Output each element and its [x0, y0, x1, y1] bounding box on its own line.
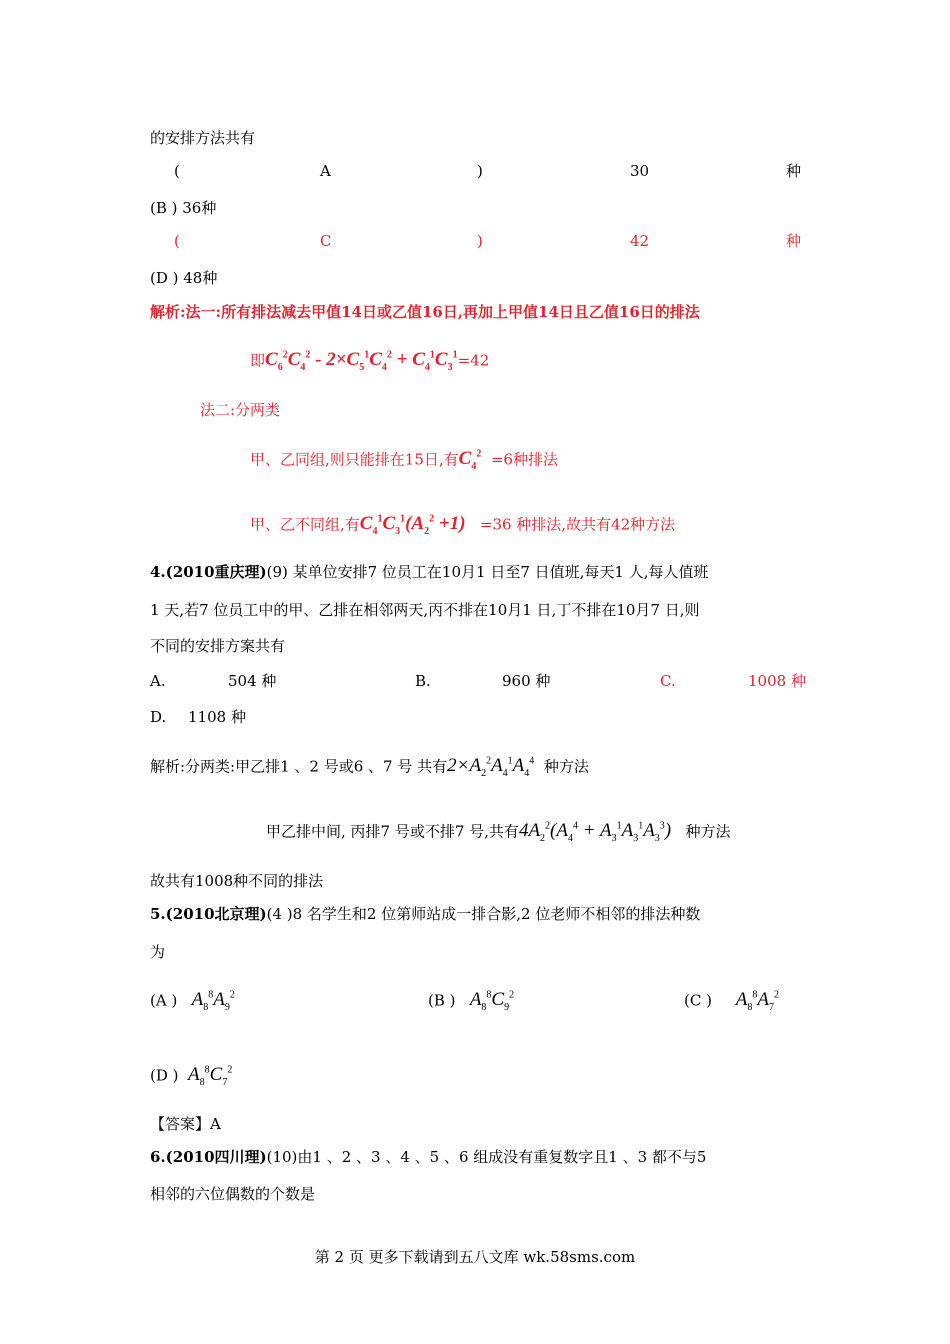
q3-option-b: (B ) 36种	[150, 199, 217, 217]
q6-title: 6.(2010四川理)	[150, 1148, 267, 1166]
q5-option-b-label: (B )	[428, 991, 456, 1010]
q3-option-a-letter: A	[320, 162, 331, 180]
q4-option-c-value: 1008 种	[748, 672, 806, 690]
q3-case-1-prefix: 甲、乙同组,则只能排在15日,有	[250, 450, 459, 469]
q5-option-c-label: (C )	[684, 991, 712, 1010]
q5-line-2: 为	[150, 943, 166, 961]
q4-option-b-value: 960 种	[502, 672, 551, 690]
q4-solution-line-1	[150, 752, 589, 784]
q5-option-b	[428, 986, 514, 1018]
q3-case-1	[250, 445, 558, 477]
q5-option-a-label: (A )	[150, 991, 178, 1010]
q4-option-c-label: C.	[660, 672, 676, 690]
q3-option-a-close: )	[477, 162, 483, 180]
q4-option-a-value: 504 种	[228, 672, 277, 690]
q4-line-1	[150, 562, 709, 582]
q4-option-d-label: D.	[150, 708, 167, 726]
q3-option-d: (D ) 48种	[150, 269, 218, 287]
q3-option-c-letter: C	[320, 232, 332, 250]
q5-line-1	[150, 904, 700, 924]
q3-formula-1-prefix: 即	[250, 351, 266, 370]
q4-solution-line-2-math: $4A_2^2(A_4^4 + A_3^1A_3^1A_3^3)$	[518, 820, 672, 845]
q5-answer: 【答案】A	[150, 1115, 221, 1133]
q4-solution-line-1-suffix: 种方法	[543, 757, 589, 776]
q3-case-2	[250, 510, 675, 542]
q4-conclusion: 故共有1008种不同的排法	[150, 872, 324, 890]
q5-option-d-math: $A_8^8C_7^2$	[188, 1064, 233, 1089]
q6-line-2: 相邻的六位偶数的个数是	[150, 1185, 316, 1203]
q5-line-1-text: (4 )8 名学生和2 位第师站成一排合影,2 位老师不相邻的排法种数	[266, 905, 701, 923]
q4-solution-line-2-prefix: 甲乙排中间, 丙排7 号或不排7 号,共有	[266, 822, 519, 841]
page-footer: 第 2 页 更多下载请到五八文库 wk.58sms.com	[314, 1248, 636, 1266]
q5-option-a-math: $A_8^8A_9^2$	[191, 989, 235, 1014]
q6-line-1-text: (10)由1 、2 、3 、4 、5 、6 组成没有重复数字且1 、3 都不与5	[266, 1148, 707, 1166]
q3-formula-1	[250, 346, 489, 378]
q3-case-2-suffix: =36 种排法,故共有42种方法	[479, 515, 676, 534]
q3-formula-1-result: =42	[457, 351, 490, 370]
q3-case-2-math: $C_4^1C_3^1(A_2^2 +1)$	[359, 513, 466, 538]
q3-method-2-title: 法二:分两类	[200, 401, 281, 419]
q4-solution-line-1-prefix: 解析:分两类:甲乙排1 、2 号或6 、7 号 共有	[150, 757, 448, 776]
q4-option-d-value: 1108 种	[188, 708, 246, 726]
q3-option-c-open: (	[174, 232, 180, 250]
q4-title: 4.(2010重庆理)	[150, 563, 267, 581]
q4-option-a-label: A.	[150, 672, 166, 690]
q5-option-c	[684, 986, 779, 1018]
q5-title: 5.(2010北京理)	[150, 905, 267, 923]
q3-formula-1-math: $C_6^2C_4^2 - 2\times C_5^1C_4^2 + C_4^1C_3^1$	[265, 349, 458, 374]
q3-case-1-math: $C_4^2$	[458, 448, 482, 473]
q4-solution-line-1-math: $2\times A_2^2A_4^1A_4^4$	[447, 755, 535, 780]
q5-option-d-label: (D )	[150, 1066, 179, 1085]
q4-solution-line-2	[266, 817, 730, 849]
q4-solution-line-2-suffix: 种方法	[685, 822, 731, 841]
q3-solution-title: 解析:法一:所有排法减去甲值14日或乙值16日,再加上甲值14日且乙值16日的排法	[150, 303, 700, 321]
q3-stem-end: 的安排方法共有	[150, 129, 256, 147]
q3-option-c-close: )	[477, 232, 483, 250]
q3-case-1-suffix: =6种排法	[490, 450, 558, 469]
q6-line-1	[150, 1147, 706, 1167]
q4-line-3: 不同的安排方案共有	[150, 637, 286, 655]
q4-line-1-text: (9) 某单位安排7 位员工在10月1 日至7 日值班,每天1 人,每人值班	[266, 563, 709, 581]
q3-option-c-unit: 种	[786, 232, 802, 250]
q5-option-d	[150, 1061, 232, 1093]
q5-option-c-math: $A_8^8A_7^2$	[735, 989, 780, 1014]
q5-option-b-math: $A_8^8C_9^2$	[469, 989, 515, 1014]
q4-option-b-label: B.	[415, 672, 431, 690]
q3-option-a-value: 30	[630, 162, 650, 180]
q3-case-2-prefix: 甲、乙不同组,有	[250, 515, 360, 534]
q5-option-a	[150, 986, 235, 1018]
q3-option-a-unit: 种	[786, 162, 802, 180]
q3-option-a-open: (	[174, 162, 180, 180]
q3-option-c-value: 42	[630, 232, 650, 250]
q4-line-2: 1 天,若7 位员工中的甲、乙排在相邻两天,丙不排在10月1 日,丁不排在10月7 日,则	[150, 601, 700, 619]
